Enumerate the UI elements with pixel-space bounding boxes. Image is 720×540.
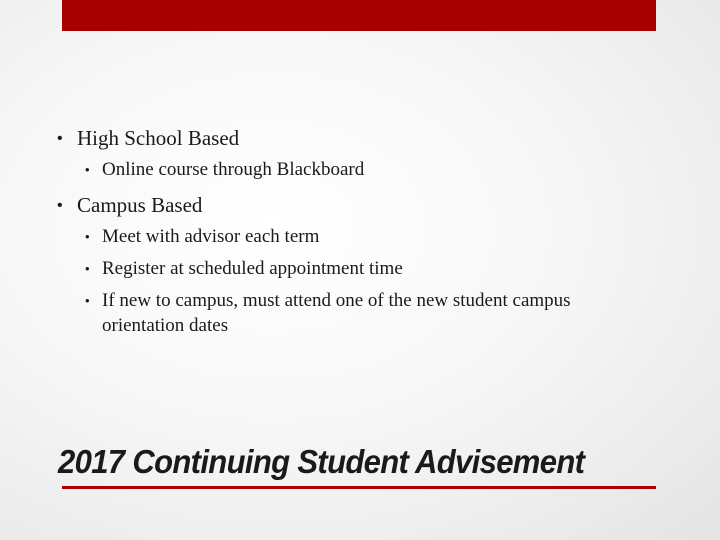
sub-bullet-orientation <box>57 288 657 338</box>
top-accent-bar <box>62 0 656 31</box>
bullet-high-school-based <box>57 124 677 153</box>
title-underline <box>62 486 656 489</box>
sub-bullet-register <box>57 256 657 281</box>
bullet-text: Campus Based <box>77 193 203 217</box>
sub-bullet-list <box>57 224 677 338</box>
bullet-icon: • <box>57 130 63 147</box>
bullet-campus-based <box>57 191 677 220</box>
sub-bullet-text: If new to campus, must attend one of the new student campus orientation dates <box>102 290 571 336</box>
sub-bullet-list <box>57 157 677 182</box>
slide-title: 2017 Continuing Student Advisement <box>58 443 585 480</box>
bullet-text: High School Based <box>77 126 240 150</box>
sub-bullet-text: Online course through Blackboard <box>102 159 365 180</box>
bullet-icon: • <box>85 261 90 276</box>
bullet-icon: • <box>57 197 63 214</box>
sub-bullet-online-course <box>57 157 657 182</box>
bullet-icon: • <box>85 162 90 177</box>
bullet-icon: • <box>85 293 90 308</box>
slide-body <box>57 124 677 338</box>
bullet-icon: • <box>85 229 90 244</box>
sub-bullet-text: Meet with advisor each term <box>102 226 320 247</box>
sub-bullet-meet-advisor <box>57 224 657 249</box>
sub-bullet-text: Register at scheduled appointment time <box>102 258 403 279</box>
